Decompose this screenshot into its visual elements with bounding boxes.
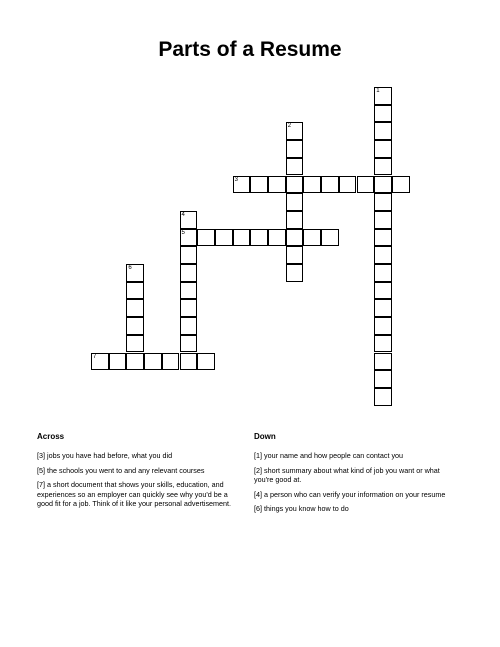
grid-cell: [180, 353, 198, 371]
grid-cell: [286, 122, 304, 140]
grid-cell: [286, 211, 304, 229]
grid-cell: [374, 122, 392, 140]
cell-number: 7: [93, 353, 97, 360]
clue-number: [3]: [37, 451, 45, 460]
down-heading: Down: [254, 432, 276, 441]
grid-cell: [374, 370, 392, 388]
grid-cell: [286, 229, 304, 247]
grid-cell: [162, 353, 180, 371]
clue-number: [2]: [254, 465, 262, 475]
clue-number: [1]: [254, 451, 262, 460]
grid-cell: [374, 299, 392, 317]
grid-cell: [374, 229, 392, 247]
cell-number: 3: [234, 176, 238, 183]
grid-cell: [180, 299, 198, 317]
grid-cell: [91, 353, 109, 371]
clue-text: short summary about what kind of job you want or what you're good at.: [254, 465, 440, 485]
grid-cell: [126, 264, 144, 282]
clue-text: jobs you have had before, what you did: [47, 451, 173, 460]
page-title: Parts of a Resume: [158, 38, 342, 61]
grid-cell: [233, 229, 251, 247]
grid-cell: [374, 176, 392, 194]
grid-cell: [339, 176, 357, 194]
grid-cell: [392, 176, 410, 194]
grid-cell: [374, 317, 392, 335]
grid-cell: [374, 211, 392, 229]
grid-cell: [374, 105, 392, 123]
down-clue: [254, 451, 459, 461]
down-clue-list: [254, 451, 459, 519]
clue-text: the schools you went to and any relevant courses: [47, 465, 205, 475]
grid-cell: [303, 176, 321, 194]
clue-text: a person who can verify your information on your resume: [264, 489, 446, 499]
grid-cell: [180, 264, 198, 282]
grid-cell: [268, 229, 286, 247]
cell-number: 1: [376, 88, 380, 94]
grid-cell: [180, 246, 198, 264]
grid-cell: [126, 335, 144, 353]
across-clue: [37, 451, 242, 461]
grid-cell: [374, 140, 392, 158]
grid-cell: [180, 317, 198, 335]
grid-cell: [286, 193, 304, 211]
clue-number: [7]: [37, 480, 45, 490]
grid-cell: [321, 229, 339, 247]
grid-cell: [215, 229, 233, 247]
grid-cell: [268, 176, 286, 194]
grid-cell: [126, 317, 144, 335]
cell-number: 4: [181, 211, 185, 218]
across-heading: Across: [37, 432, 65, 441]
cell-number: 5: [181, 229, 185, 236]
grid-cell: [286, 264, 304, 282]
grid-cell: [303, 229, 321, 247]
clue-number: [4]: [254, 489, 262, 499]
across-clue-list: [37, 451, 242, 514]
grid-cell: [286, 140, 304, 158]
grid-cell: [374, 388, 392, 406]
down-clue: [254, 490, 459, 500]
grid-cell: [233, 176, 251, 194]
grid-cell: [180, 211, 198, 229]
grid-cell: [109, 353, 127, 371]
down-clue: [254, 466, 459, 485]
grid-cell: [197, 229, 215, 247]
grid-cell: [374, 353, 392, 371]
clue-number: [5]: [37, 465, 45, 475]
clue-text: a short document that shows your skills, education, and experiences so an employer can quickly see why you'd be a good fit for a job. Think of it like your personal advertisement.: [37, 480, 232, 509]
grid-cell: [126, 282, 144, 300]
grid-cell: [180, 229, 198, 247]
clue-number: [6]: [254, 504, 262, 514]
grid-cell: [374, 158, 392, 176]
grid-cell: [374, 246, 392, 264]
grid-cell: [374, 282, 392, 300]
clue-text: your name and how people can contact you: [264, 451, 404, 460]
clue-text: things you know how to do: [264, 504, 349, 514]
down-clue: [254, 504, 459, 514]
grid-cell: [126, 353, 144, 371]
grid-cell: [321, 176, 339, 194]
grid-cell: [374, 193, 392, 211]
grid-cell: [126, 299, 144, 317]
grid-cell: [374, 335, 392, 353]
grid-cell: [374, 87, 392, 105]
grid-cell: [250, 176, 268, 194]
grid-cell: [180, 335, 198, 353]
grid-cell: [374, 264, 392, 282]
grid-cell: [286, 158, 304, 176]
grid-cell: [286, 246, 304, 264]
grid-cell: [250, 229, 268, 247]
across-clue: [37, 480, 242, 509]
across-clue: [37, 466, 242, 476]
grid-cell: [286, 176, 304, 194]
grid-cell: [357, 176, 375, 194]
cell-number: 2: [287, 123, 292, 130]
grid-cell: [144, 353, 162, 371]
grid-cell: [197, 353, 215, 371]
grid-cell: [180, 282, 198, 300]
cell-number: 6: [128, 265, 132, 271]
